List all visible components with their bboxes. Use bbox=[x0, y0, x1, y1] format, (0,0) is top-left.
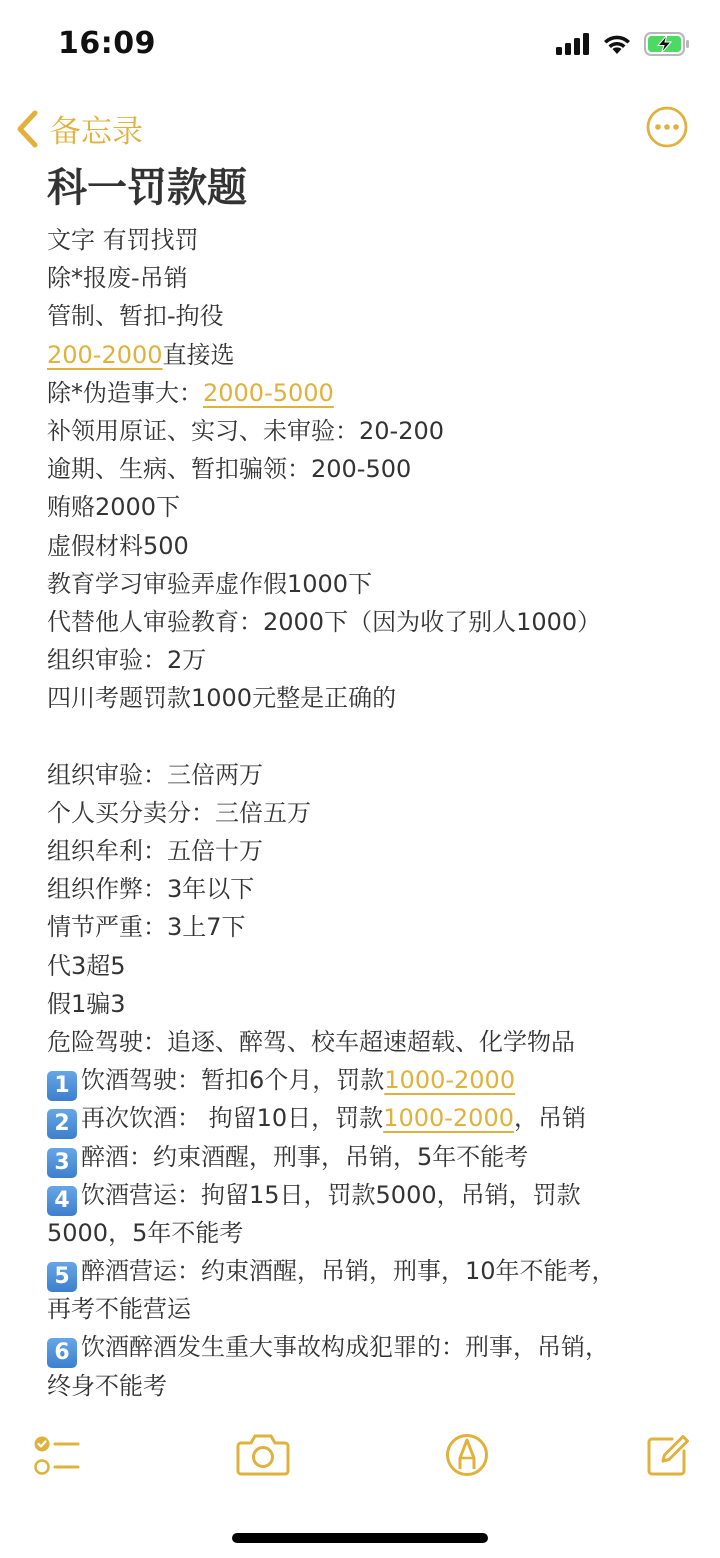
note-text: 假1骗3 bbox=[47, 989, 126, 1018]
note-text: 再考不能营运 bbox=[47, 1295, 191, 1324]
note-line[interactable] bbox=[47, 641, 667, 679]
note-line[interactable] bbox=[47, 717, 667, 755]
note-line[interactable] bbox=[47, 985, 667, 1023]
note-text: 个人买分卖分：三倍五万 bbox=[47, 798, 311, 827]
number-badge-icon: 6 bbox=[47, 1338, 77, 1368]
note-line[interactable] bbox=[47, 679, 667, 717]
note-line[interactable] bbox=[47, 336, 667, 374]
note-text: 管制、暂扣-拘役 bbox=[47, 302, 224, 331]
note-line[interactable] bbox=[47, 1023, 667, 1061]
note-line[interactable] bbox=[47, 1214, 667, 1252]
note-line[interactable] bbox=[47, 603, 667, 641]
number-badge-icon: 2 bbox=[47, 1109, 77, 1139]
battery-charging-icon bbox=[644, 32, 690, 56]
detected-number-link[interactable]: 200-2000 bbox=[47, 340, 163, 369]
cellular-signal-icon bbox=[556, 33, 590, 55]
note-line[interactable] bbox=[47, 1061, 667, 1099]
note-line[interactable] bbox=[47, 832, 667, 870]
note-line[interactable] bbox=[47, 297, 667, 335]
camera-icon[interactable] bbox=[236, 1425, 290, 1485]
note-line[interactable] bbox=[47, 488, 667, 526]
note-text: 醉酒：约束酒醒，刑事，吊销，5年不能考 bbox=[81, 1142, 529, 1171]
more-options-icon[interactable] bbox=[646, 106, 688, 148]
note-line[interactable] bbox=[47, 1099, 667, 1137]
note-text: 逾期、生病、暂扣骗领：200-500 bbox=[47, 455, 412, 484]
number-badge-icon: 4 bbox=[47, 1186, 77, 1216]
note-line[interactable] bbox=[47, 412, 667, 450]
note-text: 除*报废-吊销 bbox=[47, 264, 188, 293]
note-text: 贿赂2000下 bbox=[47, 493, 181, 522]
status-time: 16:09 bbox=[58, 26, 156, 61]
note-text: 四川考题罚款1000元整是正确的 bbox=[47, 684, 397, 713]
note-text: 5000，5年不能考 bbox=[47, 1218, 244, 1247]
status-bar bbox=[0, 0, 720, 92]
note-line[interactable] bbox=[47, 870, 667, 908]
note-text: 再次饮酒： 拘留10日，罚款 bbox=[81, 1104, 384, 1133]
note-line[interactable] bbox=[47, 794, 667, 832]
note-line[interactable] bbox=[47, 374, 667, 412]
detected-number-link[interactable]: 1000-2000 bbox=[384, 1066, 516, 1095]
number-badge-icon: 3 bbox=[47, 1148, 77, 1178]
note-text: 虚假材料500 bbox=[47, 531, 189, 560]
wifi-icon bbox=[602, 33, 632, 55]
note-text: 饮酒营运：拘留15日，罚款5000，吊销，罚款 bbox=[81, 1180, 581, 1209]
note-text: 饮酒驾驶：暂扣6个月，罚款 bbox=[81, 1066, 385, 1095]
note-line[interactable] bbox=[47, 1328, 667, 1366]
note-line[interactable] bbox=[47, 1138, 667, 1176]
note-line[interactable] bbox=[47, 908, 667, 946]
note-text: 终身不能考 bbox=[47, 1371, 167, 1400]
note-text: 教育学习审验弄虚作假1000下 bbox=[47, 569, 373, 598]
note-line[interactable] bbox=[47, 1290, 667, 1328]
note-line[interactable] bbox=[47, 259, 667, 297]
note-text: 补领用原证、实习、未审验：20-200 bbox=[47, 416, 445, 445]
note-text: 醉酒营运：约束酒醒，吊销，刑事，10年不能考， bbox=[81, 1257, 616, 1286]
note-text: 除*伪造事大： bbox=[47, 378, 203, 407]
status-icons bbox=[556, 32, 690, 56]
note-line[interactable] bbox=[47, 1252, 667, 1290]
note-title[interactable]: 科一罚款题 bbox=[47, 165, 247, 211]
note-line[interactable] bbox=[47, 1176, 667, 1214]
back-button[interactable] bbox=[14, 106, 143, 151]
number-badge-icon: 5 bbox=[47, 1262, 77, 1292]
checklist-icon[interactable] bbox=[32, 1425, 82, 1485]
note-text: 危险驾驶：追逐、醉驾、校车超速超载、化学物品 bbox=[47, 1027, 575, 1056]
note-text: ，吊销 bbox=[514, 1104, 586, 1133]
home-indicator[interactable] bbox=[232, 1533, 488, 1543]
note-text: 组织审验：三倍两万 bbox=[47, 760, 263, 789]
note-line[interactable] bbox=[47, 1367, 667, 1405]
back-label: 备忘录 bbox=[50, 114, 143, 150]
note-text: 组织牟利：五倍十万 bbox=[47, 837, 263, 865]
number-badge-icon: 1 bbox=[47, 1071, 77, 1101]
note-line[interactable] bbox=[47, 756, 667, 794]
note-text: 代替他人审验教育：2000下（因为收了别人1000） bbox=[47, 607, 602, 636]
note-line[interactable] bbox=[47, 565, 667, 603]
note-text: 组织作弊：3年以下 bbox=[47, 875, 255, 904]
note-text: 代3超5 bbox=[47, 951, 126, 980]
note-line[interactable] bbox=[47, 947, 667, 985]
chevron-left-icon bbox=[14, 109, 40, 149]
note-text: 文字 有罚找罚 bbox=[47, 226, 199, 254]
markup-pen-icon[interactable] bbox=[444, 1425, 490, 1485]
nav-bar bbox=[0, 100, 720, 156]
note-line[interactable] bbox=[47, 450, 667, 488]
bottom-toolbar bbox=[0, 1425, 720, 1491]
note-body[interactable] bbox=[47, 221, 667, 1405]
note-line[interactable] bbox=[47, 527, 667, 565]
compose-icon[interactable] bbox=[646, 1425, 690, 1485]
detected-number-link[interactable]: 1000-2000 bbox=[383, 1104, 514, 1133]
note-line[interactable] bbox=[47, 221, 667, 259]
note-text: 饮酒醉酒发生重大事故构成犯罪的：刑事，吊销， bbox=[81, 1333, 609, 1362]
detected-number-link[interactable]: 2000-5000 bbox=[203, 378, 334, 407]
note-text: 直接选 bbox=[162, 340, 235, 369]
note-text: 组织审验：2万 bbox=[47, 646, 207, 675]
note-text: 情节严重：3上7下 bbox=[47, 913, 246, 942]
